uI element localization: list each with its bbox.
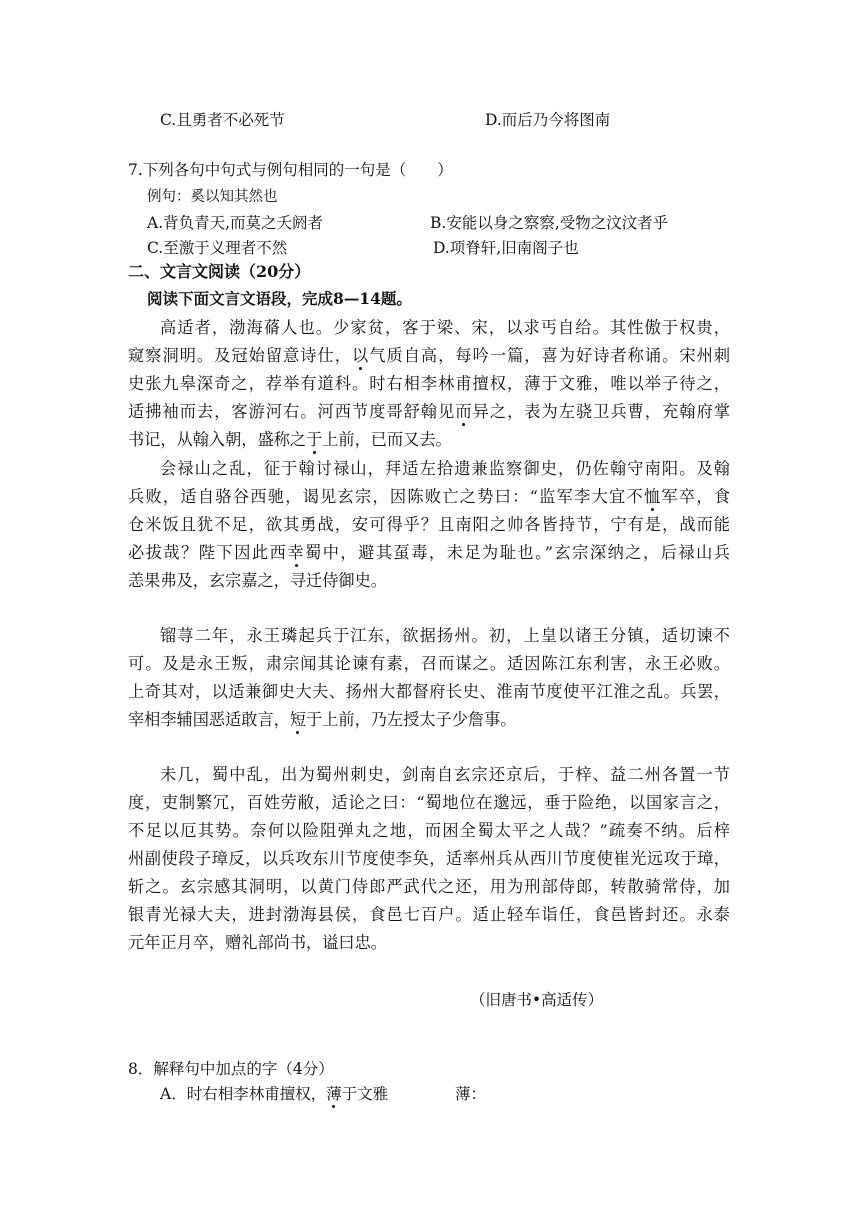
q8-item-a-dotted-char: 薄 [326, 1085, 342, 1103]
dotted-char: 短 [289, 710, 307, 729]
line-text: 史张九皋深奇之，荐举有道科。时右相李林甫擅权，薄于文雅，唯以举子待之， [128, 374, 730, 393]
line-text: 于上前，乃左授太子少詹事。 [306, 710, 517, 729]
line-text: 元年正月卒，赠礼部尚书，谥曰忠。 [128, 933, 387, 952]
passage-p4-line-1 [160, 765, 730, 785]
q7-option-d: D.项脊轩,旧南阁子也 [433, 239, 579, 257]
passage-p1-line-1 [160, 318, 730, 338]
passage-p4-line-7 [128, 933, 730, 953]
q8-item-a-text: A．时右相李林甫擅权， [160, 1085, 327, 1103]
line-text: 仓米饭且犹不足，欲其勇战，安可得乎？且南阳之帅各皆持节，宁有是，战而能 [128, 515, 730, 534]
passage-p3-line-4 [128, 710, 730, 730]
line-text: 恙果弗及，玄宗嘉之，寻迁侍御史。 [128, 571, 387, 590]
passage-p3-line-3 [128, 682, 730, 702]
passage-p1-line-5 [128, 430, 730, 450]
dotted-char: 而 [455, 402, 473, 421]
passage-p4-line-5 [128, 877, 730, 897]
passage-p4-line-4 [128, 849, 730, 869]
q7-stem: 7.下列各句中句式与例句相同的一句是（ ） [128, 161, 453, 179]
passage-p2-line-3 [128, 515, 730, 535]
line-text: 不足以厄其势。奈何以险阻弹丸之地，而困全蜀太平之人哉？”疏奏不纳。后梓 [128, 821, 730, 840]
line-text: 镏荨二年，永王璘起兵于江东，欲据扬州。初，上皇以诸王分镇，适切谏不 [160, 626, 730, 645]
dotted-char: 于 [306, 430, 323, 449]
passage-p3-line-2 [128, 654, 730, 674]
passage-p4-line-2 [128, 793, 730, 813]
passage-p2-line-2 [128, 487, 730, 507]
passage-p4-line-6 [128, 905, 730, 925]
line-text: 上奇其对，以适兼御史大夫、扬州大都督府长史、淮南节度使平江淮之乱。兵罢， [128, 682, 730, 701]
dotted-char: 以 [352, 346, 370, 365]
line-text: 可。及是永王叛，肃宗闻其论谏有素，召而谋之。适因陈江东利害，永王必败。 [128, 654, 730, 673]
dotted-char: 恤 [643, 487, 662, 506]
q6-option-d: D.而后乃今将图南 [485, 111, 611, 129]
line-text: 兵败，适自骆谷西驰，谒见玄宗，因陈败亡之势曰：“监军李大宜不 [128, 487, 644, 506]
line-text: 宰相李辅国恶适敢言， [128, 710, 290, 729]
q7-example: 例句：奚以知其然也 [147, 189, 278, 205]
q8-item-a [160, 1084, 388, 1104]
q6-option-c: C.且勇者不必死节 [160, 111, 285, 129]
passage-p4-line-3 [128, 821, 730, 841]
line-text: 必拔哉？陛下因此西 [128, 543, 288, 562]
q8-item-a-text-end: 于文雅 [341, 1085, 389, 1103]
passage-source: （旧唐书•高适传） [470, 991, 604, 1009]
line-text: 军卒，食 [661, 487, 731, 506]
q7-option-c: C.至激于义理者不然 [147, 239, 288, 257]
line-text: 度，吏制繁冗，百姓劳敝，适论之曰：“蜀地位在邈远，垂于险绝，以国家言之， [128, 793, 730, 812]
passage-p2-line-1 [160, 459, 730, 479]
passage-p3-line-1 [160, 626, 730, 646]
passage-p2-line-5 [128, 571, 730, 591]
line-text: 斩之。玄宗感其洞明，以黄门侍郎严武代之还，用为刑部侍郎，转散骑常侍，加 [128, 877, 730, 896]
line-text: 窥察洞明。及冠始留意诗仕， [128, 346, 352, 365]
line-text: 蜀中，避其虿毒，未足为耻也。”玄宗深纳之，后禄山兵 [305, 543, 730, 562]
line-text: 适拂袖而去，客游河右。河西节度哥舒翰见 [128, 402, 456, 421]
q8-item-a-answer-label: 薄： [455, 1085, 487, 1103]
line-text: 气质自高，每吟一篇，喜为好诗者称诵。宋州刺 [369, 346, 731, 365]
passage-p2-line-4 [128, 543, 730, 563]
line-text: 州副使段子璋反，以兵攻东川节度使李奂，适率州兵从西川节度使崔光远攻于璋， [128, 849, 730, 868]
line-text: 会禄山之乱，征于翰讨禄山，拜适左拾遗兼监察御史，仍佐翰守南阳。及翰 [160, 459, 730, 478]
line-text: 高适者，渤海蓨人也。少家贫，客于梁、宋，以求丐自给。其性傲于权贵， [160, 318, 730, 337]
passage-p1-line-2 [128, 346, 730, 366]
dotted-char: 幸 [287, 543, 306, 562]
section-instruction: 阅读下面文言文语段，完成8—14题。 [147, 289, 412, 308]
line-text: 银青光禄大夫，进封渤海县侯，食邑七百户。适止轻车诣任，食邑皆封还。永泰 [128, 905, 730, 924]
section-title: 二、文言文阅读（20分） [128, 262, 311, 281]
line-text: 异之，表为左骁卫兵曹，充翰府掌 [472, 402, 731, 421]
q8-stem: 8．解释句中加点的字（4分） [128, 1060, 334, 1078]
line-text: 未几，蜀中乱，出为蜀州刺史，剑南自玄宗还京后，于梓、益二州各置一节 [160, 765, 730, 784]
passage-p1-line-3 [128, 374, 730, 394]
line-text: 上前，已而又去。 [322, 430, 452, 449]
line-text: 书记，从翰入朝，盛称之 [128, 430, 307, 449]
passage-p1-line-4 [128, 402, 730, 422]
q7-option-b: B.安能以身之察察,受物之汶汶者乎 [430, 214, 669, 232]
q7-option-a: A.背负青天,而莫之夭阏者 [147, 214, 324, 232]
